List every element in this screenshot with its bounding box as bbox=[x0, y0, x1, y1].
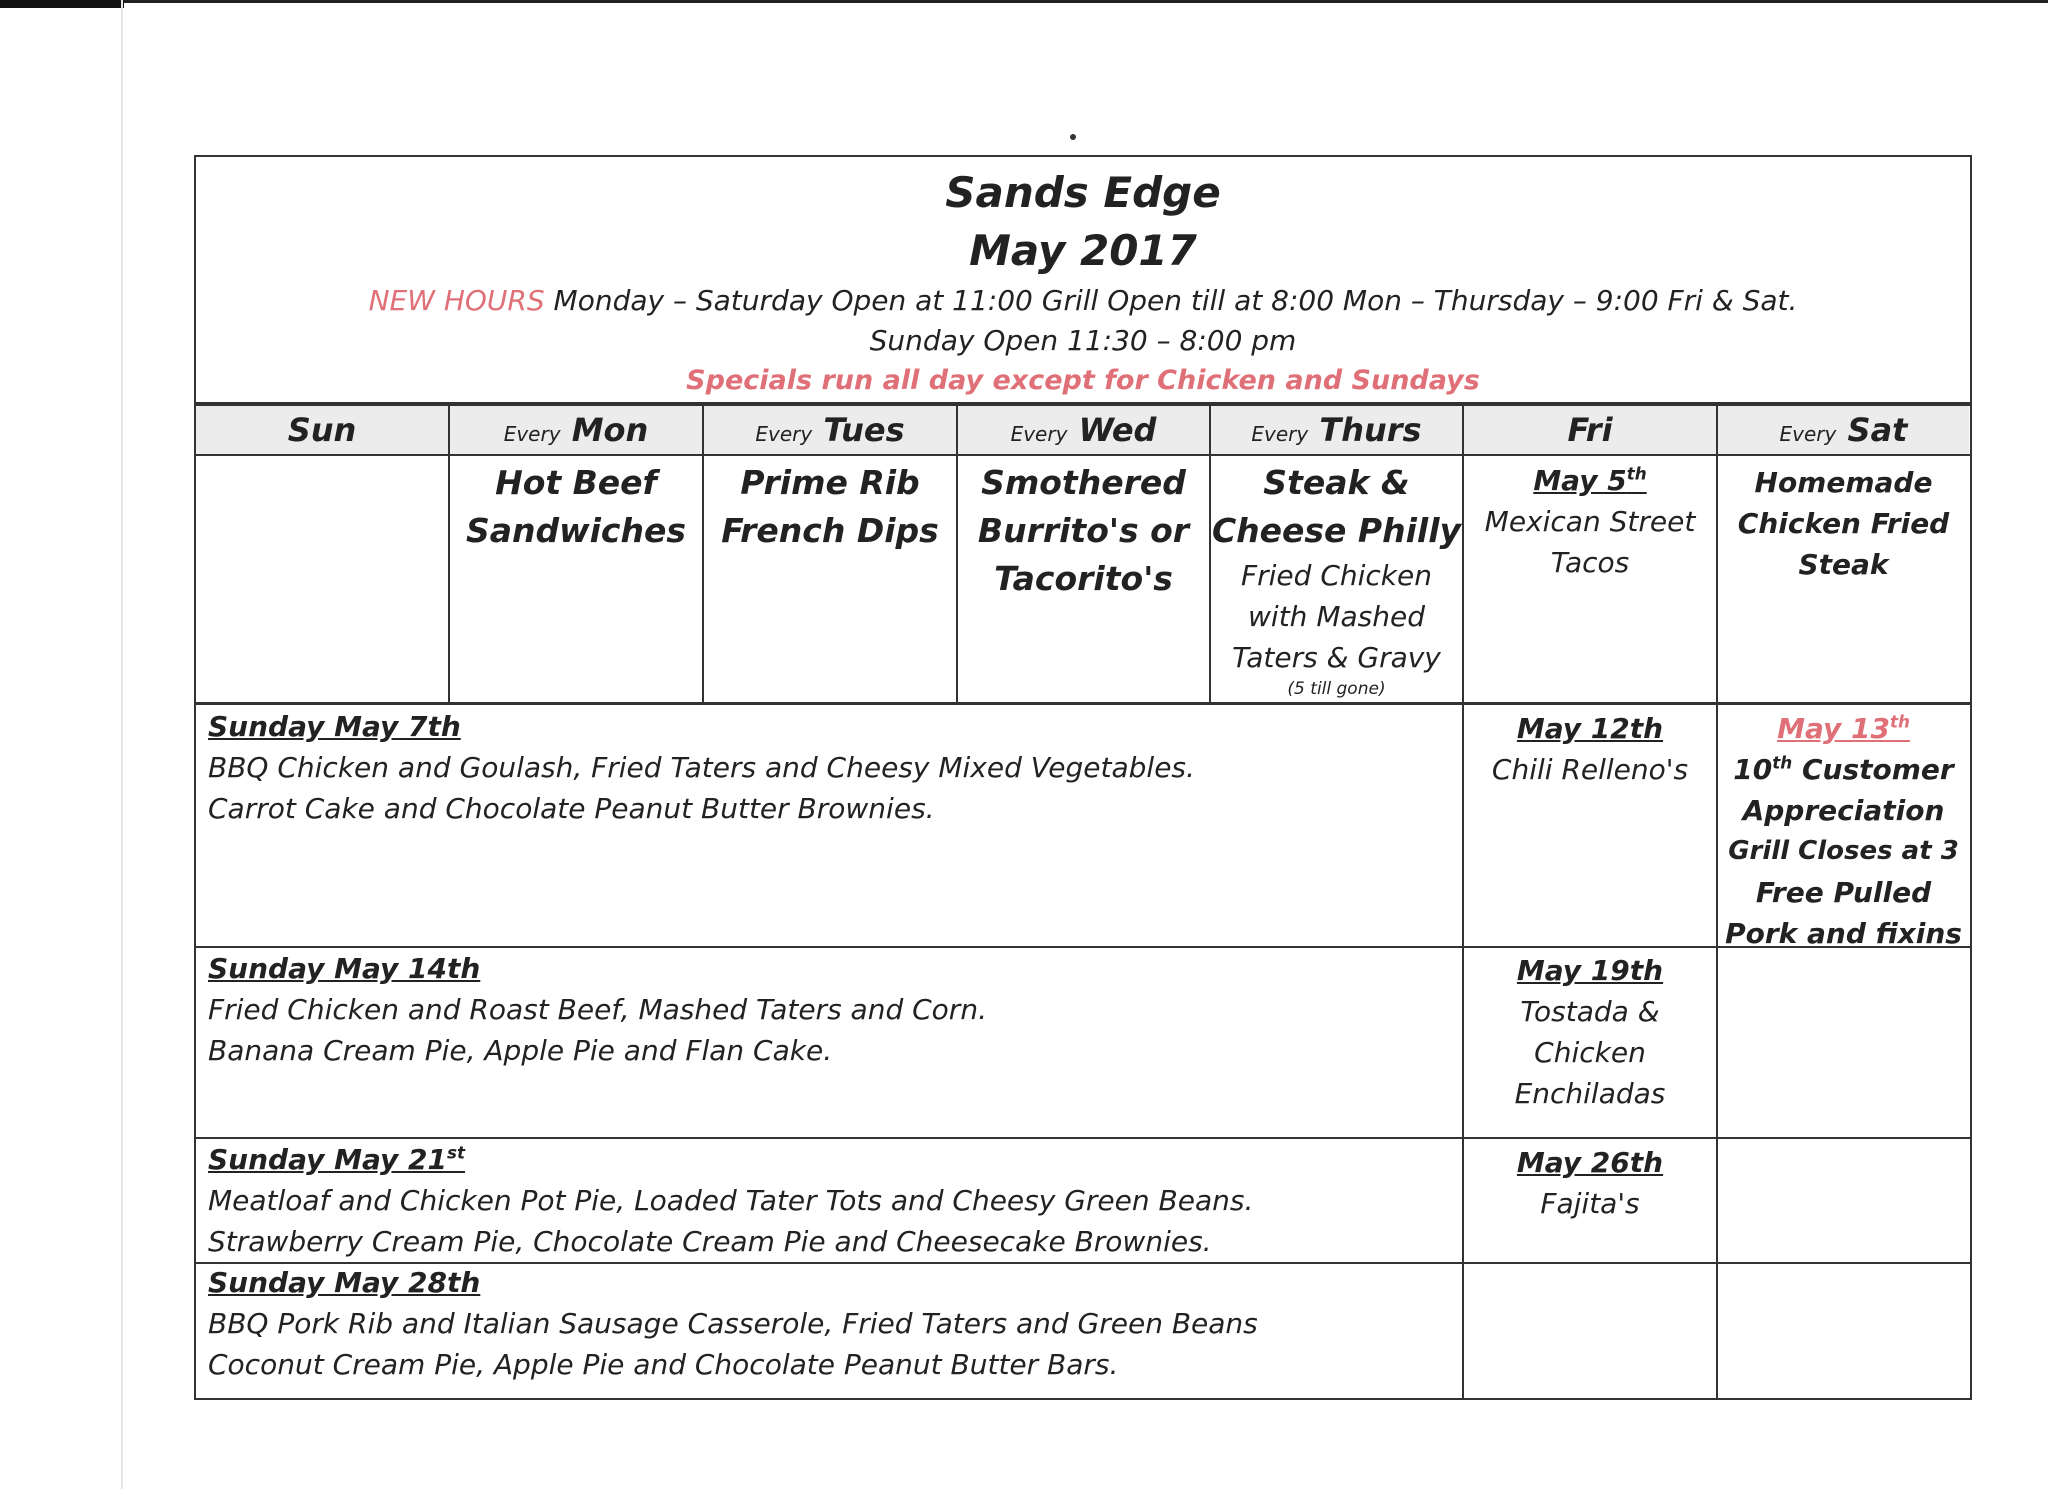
sunday-date: Sunday May 21st bbox=[208, 1142, 465, 1176]
day-name: Thurs bbox=[1319, 411, 1422, 449]
weekly-thu-cell bbox=[1211, 459, 1462, 700]
weekly-tue-cell bbox=[704, 459, 956, 555]
special-line: Cheese Philly bbox=[1211, 511, 1462, 550]
special-line: Steak & bbox=[1263, 463, 1410, 502]
month-title: May 2017 bbox=[969, 226, 1197, 275]
special-line: Chicken Fried bbox=[1737, 507, 1950, 540]
special-line: Prime Rib bbox=[740, 463, 920, 502]
friday-date: May 12th bbox=[1516, 712, 1664, 745]
sunday-date: Sunday May 7th bbox=[208, 710, 461, 743]
special-line: Homemade bbox=[1754, 466, 1933, 499]
special-line: Steak bbox=[1798, 548, 1889, 581]
day-name: Sat bbox=[1847, 411, 1908, 449]
special-line: Hot Beef bbox=[495, 463, 657, 502]
stray-mark bbox=[1070, 134, 1076, 140]
saturday-special-line: Grill Closes at 3 bbox=[1728, 836, 1959, 866]
friday-special-line: Chicken bbox=[1534, 1036, 1646, 1069]
week2-divider bbox=[196, 946, 1970, 948]
sunday-menu-line: Strawberry Cream Pie, Chocolate Cream Pie and Cheesecake Brownies. bbox=[208, 1225, 1212, 1258]
sunday-row bbox=[208, 707, 1195, 829]
every-label: Every bbox=[1779, 422, 1837, 446]
weekly-mon-cell bbox=[450, 459, 702, 555]
sunday-menu-line: BBQ Chicken and Goulash, Fried Taters and Cheesy Mixed Vegetables. bbox=[208, 751, 1195, 784]
scan-edge-line bbox=[124, 0, 2048, 3]
every-label: Every bbox=[1010, 422, 1068, 446]
every-label: Every bbox=[1251, 422, 1309, 446]
special-line: Taters & Gravy bbox=[1232, 641, 1441, 674]
weekly-sat-cell bbox=[1718, 462, 1969, 585]
friday-special-line: Chili Relleno's bbox=[1491, 753, 1689, 786]
weekly-wed-cell bbox=[958, 459, 1209, 603]
sunday-menu-line: Coconut Cream Pie, Apple Pie and Chocolate Peanut Butter Bars. bbox=[208, 1348, 1119, 1381]
special-line: Tacorito's bbox=[994, 559, 1173, 598]
friday-cell bbox=[1464, 951, 1716, 1114]
sunday-menu-line: Fried Chicken and Roast Beef, Mashed Taters and Corn. bbox=[208, 993, 987, 1026]
day-name: Sun bbox=[287, 411, 357, 449]
restaurant-name: Sands Edge bbox=[945, 168, 1221, 217]
day-header-thu bbox=[1211, 406, 1462, 454]
special-line: Smothered bbox=[981, 463, 1186, 502]
day-name: Fri bbox=[1567, 411, 1613, 449]
sunday-date: Sunday May 28th bbox=[208, 1266, 481, 1299]
sunday-row bbox=[208, 1140, 1253, 1262]
special-line: with Mashed bbox=[1248, 600, 1425, 633]
special-note: (5 till gone) bbox=[1287, 679, 1386, 699]
day-header-mon bbox=[450, 406, 702, 454]
specials-note: Specials run all day except for Chicken and Sundays bbox=[686, 365, 1480, 396]
sunday-date: Sunday May 14th bbox=[208, 952, 481, 985]
friday-special-line: Fajita's bbox=[1540, 1187, 1640, 1220]
friday-cell bbox=[1464, 1143, 1716, 1224]
week3-divider bbox=[196, 1137, 1970, 1139]
special-line: Burrito's or bbox=[977, 511, 1190, 550]
sunday-menu-line: Banana Cream Pie, Apple Pie and Flan Cake. bbox=[208, 1034, 833, 1067]
day-name: Wed bbox=[1078, 411, 1157, 449]
day-header-fri bbox=[1464, 406, 1716, 454]
saturday-special-line: Appreciation bbox=[1742, 794, 1945, 827]
day-header-tue bbox=[704, 406, 956, 454]
hours-text: Monday – Saturday Open at 11:00 Grill Open till at 8:00 Mon – Thursday – 9:00 Fri & Sat. bbox=[544, 284, 1798, 317]
friday-cell bbox=[1464, 709, 1716, 790]
sunday-menu-line: Meatloaf and Chicken Pot Pie, Loaded Tater Tots and Cheesy Green Beans. bbox=[208, 1184, 1254, 1217]
special-line: Mexican Street bbox=[1484, 505, 1696, 538]
friday-date: May 19th bbox=[1516, 954, 1664, 987]
day-header-divider bbox=[196, 454, 1970, 456]
special-line: Tacos bbox=[1550, 546, 1630, 579]
friday-date: May 5th bbox=[1533, 463, 1647, 497]
sunday-row bbox=[208, 1263, 1258, 1385]
friday-special-line: Tostada & bbox=[1520, 995, 1660, 1028]
sunday-menu-line: Carrot Cake and Chocolate Peanut Butter Brownies. bbox=[208, 792, 935, 825]
hours-line bbox=[196, 281, 1970, 321]
sunday-row bbox=[208, 949, 987, 1071]
special-line: French Dips bbox=[721, 511, 939, 550]
weekly-fri-cell bbox=[1464, 461, 1716, 583]
friday-date: May 26th bbox=[1516, 1146, 1664, 1179]
saturday-special-line: Free Pulled bbox=[1755, 876, 1932, 909]
saturday-special-line: 10th Customer bbox=[1733, 752, 1954, 786]
saturday-special-line: Pork and fixins bbox=[1725, 917, 1962, 950]
saturday-date: May 13th bbox=[1777, 711, 1910, 745]
special-line: Fried Chicken bbox=[1241, 559, 1432, 592]
day-header-sat bbox=[1718, 406, 1969, 454]
special-line: Sandwiches bbox=[465, 511, 687, 550]
day-name: Mon bbox=[571, 411, 649, 449]
day-name: Tues bbox=[823, 411, 905, 449]
day-header-sun bbox=[196, 406, 448, 454]
saturday-special-cell bbox=[1718, 709, 1969, 954]
sunday-menu-line: BBQ Pork Rib and Italian Sausage Casserole, Fried Taters and Green Beans bbox=[208, 1307, 1258, 1340]
menu-calendar bbox=[194, 155, 1972, 1400]
scan-edge-dark bbox=[0, 0, 124, 8]
every-label: Every bbox=[503, 422, 561, 446]
weekly-row-divider bbox=[196, 702, 1970, 705]
every-label: Every bbox=[755, 422, 813, 446]
friday-special-line: Enchiladas bbox=[1514, 1077, 1666, 1110]
new-hours-label: NEW HOURS bbox=[368, 284, 545, 317]
sunday-hours: Sunday Open 11:30 – 8:00 pm bbox=[869, 324, 1297, 357]
day-header-wed bbox=[958, 406, 1209, 454]
page-edge bbox=[121, 0, 123, 1489]
calendar-header bbox=[196, 157, 1970, 403]
